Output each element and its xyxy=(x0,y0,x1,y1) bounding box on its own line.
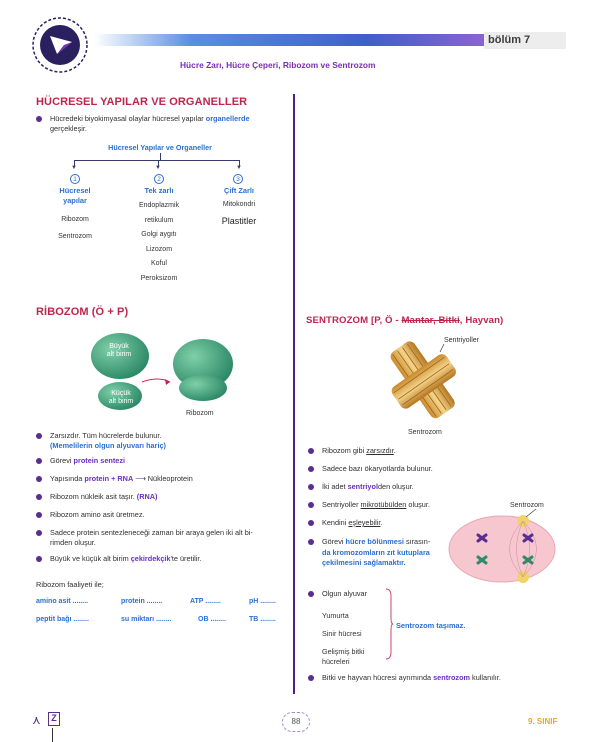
cell-centrosome-label: Sentrozom xyxy=(510,502,544,509)
bullet-icon xyxy=(36,512,42,518)
bullet-icon xyxy=(308,539,314,545)
list-item: Ribozom gibi zarsızdır. xyxy=(322,446,492,456)
section-title-organelles: HÜCRESEL YAPILAR VE ORGANELLER xyxy=(36,96,248,108)
branch-number: 2 xyxy=(154,174,164,184)
branch-number: 3 xyxy=(233,174,243,184)
centrosome-label: Sentrozom xyxy=(408,429,442,436)
branch-item: Mitokondri xyxy=(222,201,256,208)
ribosome-label: Ribozom xyxy=(186,410,214,417)
large-subunit-label: Büyük alt birim xyxy=(106,343,132,358)
intro-paragraph: Hücredeki biyokimyasal olaylar hücresel yapılar organellerde gerçekleşir. xyxy=(50,114,290,134)
activity-cell: protein ........ xyxy=(121,598,163,605)
branch-heading: Çift Zarlı xyxy=(224,186,254,195)
publisher-logo xyxy=(24,14,96,76)
publisher-badge-icon: Z xyxy=(48,712,60,726)
arrow-down-icon: ▼ xyxy=(236,165,242,171)
bullet-icon xyxy=(36,494,42,500)
grade-label: 9. SINIF xyxy=(528,717,558,726)
bullet-icon xyxy=(308,520,314,526)
section-title-centrosome: SENTROZOM [P, Ö - Mantar, Bitki, Hayvan) xyxy=(306,315,504,326)
activity-cell: amino asit ........ xyxy=(36,598,89,605)
bullet-icon xyxy=(36,458,42,464)
tree-connector xyxy=(160,153,161,160)
arrow-down-icon: ▼ xyxy=(155,165,161,171)
list-item: Ribozom amino asit üretmez. xyxy=(50,510,290,520)
list-item: Zarsızdır. Tüm hücrelerde bulunur. (Memelilerin olgun alyuvarı hariç) xyxy=(50,431,290,451)
branch-number: 1 xyxy=(70,174,80,184)
footer-tick xyxy=(52,728,53,742)
list-item: Sadece bazı ökaryotlarda bulunur. xyxy=(322,464,492,474)
no-centrosome-note: Sentrozom taşımaz. xyxy=(396,621,466,630)
list-item: Sentriyoller mikrotübülden oluşur. xyxy=(322,500,492,510)
bracket-icon xyxy=(384,588,394,660)
arrow-down-icon: ▼ xyxy=(71,165,77,171)
activity-cell: ATP ........ xyxy=(190,598,221,605)
bullet-icon xyxy=(36,476,42,482)
list-item: Ribozom nükleik asit taşır. (RNA) xyxy=(50,492,290,502)
bullet-icon xyxy=(308,502,314,508)
bullet-icon xyxy=(308,484,314,490)
list-item: Sadece protein sentezleneceği zaman bir araya gelen iki alt bi- rimden oluşur. xyxy=(50,528,290,548)
bullet-icon xyxy=(36,556,42,562)
handwritten-note: Plastitler xyxy=(221,216,257,226)
activity-cell: TB ........ xyxy=(249,616,276,623)
tree-connector xyxy=(74,160,240,161)
section-title-ribosome: RİBOZOM (Ö + P) xyxy=(36,306,129,318)
bullet-icon xyxy=(36,530,42,536)
tree-title: Hücresel Yapılar ve Organeller xyxy=(108,143,212,152)
publisher-mark-icon: ⋏ xyxy=(32,713,41,727)
page-subtitle: Hücre Zarı, Hücre Çeperi, Ribozom ve Sentrozom xyxy=(180,60,376,70)
bullet-icon xyxy=(308,448,314,454)
branch-items: Endoplazmik retikulum Golgi aygıtı Lizozom Koful Peroksizom xyxy=(138,202,180,282)
page-number: 88 xyxy=(282,712,310,732)
centriole-label: Sentriyoller xyxy=(444,337,480,344)
list-item: Bitki ve hayvan hücresi ayrımında sentrozom kullanılır. xyxy=(322,673,501,683)
activity-cell: su miktarı ........ xyxy=(121,616,172,623)
list-item: Büyük ve küçük alt birim çekirdekçik'te üretilir. xyxy=(50,554,290,564)
division-function: Görevi hücre bölünmesi sırasın- da kromozomların zıt kutuplara çekilmesini sağlamaktır. xyxy=(322,537,440,569)
ribosome-facts xyxy=(50,431,290,564)
branch-items: Ribozom Sentrozom xyxy=(58,216,92,240)
bullet-icon xyxy=(36,116,42,122)
arrow-right-icon: ⟶ xyxy=(135,474,146,483)
list-item: Görevi protein sentezi xyxy=(50,456,290,466)
column-divider xyxy=(293,94,295,694)
activity-cell: peptit bağı ........ xyxy=(36,616,89,623)
activity-label: Ribozom faaliyeti ile; xyxy=(36,580,104,589)
activity-cell: OB ........ xyxy=(198,616,227,623)
branch-heading: Hücresel yapılar xyxy=(59,186,91,205)
bullet-icon xyxy=(308,466,314,472)
list-item: İki adet sentriyolden oluşur. xyxy=(322,482,492,492)
bullet-icon xyxy=(308,675,314,681)
bullet-icon xyxy=(36,433,42,439)
small-subunit-label: Küçük alt birim xyxy=(108,390,134,405)
activity-cell: pH ........ xyxy=(249,598,276,605)
cell-list: Yumurta Sinir hücresi Gelişmiş bitki hücreleri xyxy=(322,611,365,666)
cell-division-illustration xyxy=(444,505,564,585)
chapter-label: bölüm 7 xyxy=(488,34,531,46)
bullet-icon xyxy=(308,591,314,597)
centriole-illustration xyxy=(378,334,468,430)
list-item: Kendini eşleyebilir. xyxy=(322,518,492,528)
list-item: Yapısında protein + RNA ⟶ Nükleoprotein xyxy=(50,474,290,484)
branch-heading: Tek zarlı xyxy=(144,186,174,195)
list-item: Olgun alyuvar xyxy=(322,589,367,599)
